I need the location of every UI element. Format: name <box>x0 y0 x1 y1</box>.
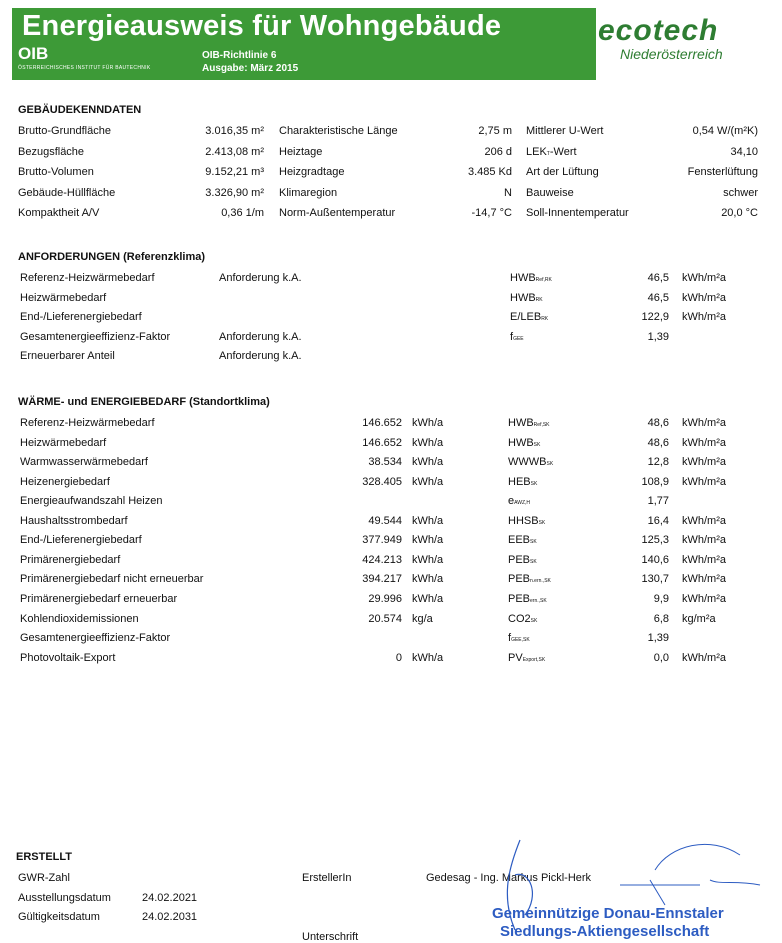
waerme-abs-value: 38.534 <box>368 456 402 469</box>
anforderung-unit: kWh/m²a <box>682 272 726 284</box>
gebaeude-value: 2.413,08 m² <box>205 145 264 158</box>
anforderung-symbol-base: f <box>510 330 514 343</box>
gebaeude-label: Brutto-Grundfläche <box>18 125 111 137</box>
stamp-line1: Gemeinnützige Donau-Ennstaler <box>492 905 724 922</box>
waerme-abs-value: 377.949 <box>362 534 402 547</box>
anforderung-req: Anforderung k.A. <box>219 272 302 284</box>
waerme-label: Energieaufwandszahl Heizen <box>20 495 163 508</box>
waerme-symbol-base: PEB <box>508 592 531 605</box>
gebaeude-value: 20,0 °C <box>721 207 758 219</box>
waerme-abs-value: 424.213 <box>362 553 402 566</box>
waerme-symbol-sub: SK <box>533 441 541 448</box>
gebaeude-label: Brutto-Volumen <box>18 166 94 178</box>
oib-subtitle: ÖSTERREICHISCHES INSTITUT FÜR BAUTECHNIK <box>18 65 151 71</box>
anforderung-label: Erneuerbarer Anteil <box>20 350 115 363</box>
waerme-symbol <box>508 476 537 488</box>
waerme-value: 12,8 <box>647 456 669 469</box>
anforderung-value: 46,5 <box>647 272 669 284</box>
waerme-abs-unit: kWh/a <box>412 417 444 429</box>
gebaeude-label: Heizgradtage <box>279 166 345 178</box>
anforderung-value: 46,5 <box>647 291 669 304</box>
gebaeude-label-part: T <box>546 150 550 157</box>
gebaeude-value: Fensterlüftung <box>687 166 758 178</box>
waerme-abs-unit: kWh/a <box>412 456 444 469</box>
waerme-value: 125,3 <box>641 534 669 547</box>
waerme-abs-value: 0 <box>395 651 402 664</box>
waerme-value: 16,4 <box>647 514 669 527</box>
waerme-label: Primärenergiebedarf erneuerbar <box>20 592 178 605</box>
gebaeude-label-part: -Wert <box>549 145 577 158</box>
waerme-unit: kg/m²a <box>682 612 716 625</box>
waerme-abs-value: 146.652 <box>362 436 402 449</box>
waerme-symbol-base: f <box>508 632 512 645</box>
oib-logo: OIB <box>18 44 49 63</box>
waerme-unit: kWh/m²a <box>682 573 726 586</box>
waerme-label: Primärenergiebedarf nicht erneuerbar <box>20 573 204 586</box>
waerme-symbol <box>508 456 553 468</box>
waerme-symbol-sub: SK <box>530 558 537 565</box>
waerme-value: 108,9 <box>641 475 669 488</box>
waerme-abs-unit: kWh/a <box>412 573 444 586</box>
waerme-label: Warmwasserwärmebedarf <box>20 456 148 469</box>
gueltigkeitsdatum-value: 24.02.2031 <box>142 911 198 923</box>
waerme-value: 9,9 <box>653 592 669 605</box>
waerme-symbol-sub: GEE,SK <box>511 637 530 644</box>
waerme-value: 48,6 <box>647 436 669 449</box>
gebaeude-label <box>526 146 577 158</box>
waerme-symbol-base: CO2 <box>508 612 531 625</box>
anforderung-label: Heizwärmebedarf <box>20 291 107 304</box>
erstellerin-label: ErstellerIn <box>302 872 352 884</box>
waerme-label: Gesamtenergieeffizienz-Faktor <box>20 632 171 645</box>
unterschrift-label: Unterschrift <box>302 931 359 943</box>
waerme-unit: kWh/m²a <box>682 417 726 429</box>
anforderung-value: 122,9 <box>641 311 669 324</box>
gebaeude-label: Art der Lüftung <box>526 166 599 178</box>
anforderung-symbol-base: E/LEB <box>510 311 542 324</box>
gueltigkeitsdatum-label: Gültigkeitsdatum <box>18 911 100 923</box>
gebaeude-label: Charakteristische Länge <box>279 125 398 137</box>
waerme-symbol-base: PEB <box>508 573 531 586</box>
anforderung-label: Gesamtenergieeffizienz-Faktor <box>20 330 171 343</box>
anforderung-req: Anforderung k.A. <box>219 350 302 363</box>
anforderung-symbol <box>510 272 552 284</box>
ausstellungsdatum-label: Ausstellungsdatum <box>18 892 111 904</box>
waerme-symbol <box>508 515 545 527</box>
gebaeude-label: Klimaregion <box>279 186 338 199</box>
waerme-abs-unit: kWh/a <box>412 475 444 488</box>
gebaeude-label: Norm-Außentemperatur <box>279 207 396 219</box>
waerme-symbol-sub: SK <box>546 461 554 468</box>
waerme-value: 1,39 <box>647 632 669 645</box>
anforderung-symbol-base: HWB <box>510 272 536 284</box>
stamp-line2: Siedlungs-Aktiengesellschaft <box>500 923 710 940</box>
gebaeude-label: Heiztage <box>279 145 323 158</box>
waerme-symbol-sub: SK <box>538 519 546 526</box>
waerme-symbol-sub: AWZ,H <box>514 500 531 507</box>
waerme-symbol-base: HWB <box>508 417 534 429</box>
waerme-unit: kWh/m²a <box>682 553 726 566</box>
oib-richtlinie: OIB-Richtlinie 6 <box>202 50 277 61</box>
waerme-symbol-sub: SK <box>530 480 538 487</box>
gebaeude-label: Mittlerer U-Wert <box>526 125 604 137</box>
anforderung-symbol-sub: Ref,RK <box>535 277 552 283</box>
waerme-abs-value: 49.544 <box>368 514 402 527</box>
waerme-unit: kWh/m²a <box>682 436 726 449</box>
waerme-value: 48,6 <box>647 417 669 429</box>
waerme-abs-value: 394.217 <box>362 573 402 586</box>
anforderung-symbol-sub: RK <box>541 316 549 323</box>
waerme-abs-unit: kWh/a <box>412 553 444 566</box>
waerme-symbol <box>508 652 545 664</box>
waerme-symbol-base: EEB <box>508 534 531 547</box>
waerme-unit: kWh/m²a <box>682 514 726 527</box>
waerme-abs-value: 20.574 <box>368 612 402 625</box>
waerme-symbol-sub: ern.,SK <box>530 597 547 604</box>
waerme-symbol-sub: SK <box>530 539 537 546</box>
waerme-symbol-sub: n.ern.,SK <box>530 578 551 585</box>
section-waerme: WÄRME- und ENERGIEBEDARF (Standortklima) <box>18 396 270 408</box>
waerme-label: Kohlendioxidemissionen <box>20 612 139 625</box>
waerme-label: End-/Lieferenergiebedarf <box>20 534 142 547</box>
page-title: Energieausweis für Wohngebäude <box>22 10 502 42</box>
waerme-abs-unit: kWh/a <box>412 592 444 605</box>
waerme-unit: kWh/m²a <box>682 592 726 605</box>
waerme-value: 6,8 <box>653 612 669 625</box>
ecotech-logo: ecotech <box>598 14 719 47</box>
waerme-value: 1,77 <box>647 495 669 508</box>
waerme-unit: kWh/m²a <box>682 456 726 469</box>
anforderung-symbol-base: HWB <box>510 291 536 304</box>
anforderung-symbol <box>510 292 543 304</box>
gebaeude-value: 34,10 <box>730 145 758 158</box>
gebaeude-value: 9.152,21 m³ <box>205 166 264 178</box>
ausstellungsdatum-value: 24.02.2021 <box>142 892 198 904</box>
waerme-symbol-base: HHSB <box>508 514 539 527</box>
waerme-abs-unit: kWh/a <box>412 436 444 449</box>
waerme-symbol <box>508 554 537 566</box>
anforderung-symbol-sub: RK <box>535 296 543 303</box>
section-gebaeudekenndaten: GEBÄUDEKENNDATEN <box>18 104 142 116</box>
waerme-symbol-base: WWWB <box>508 456 547 469</box>
waerme-label: Heizwärmebedarf <box>20 436 107 449</box>
waerme-value: 130,7 <box>641 573 669 586</box>
waerme-abs-unit: kWh/a <box>412 534 444 547</box>
section-erstellt: ERSTELLT <box>16 851 73 863</box>
waerme-abs-unit: kg/a <box>412 612 433 625</box>
gebaeude-value: 206 d <box>484 145 512 158</box>
waerme-symbol <box>508 534 537 546</box>
waerme-abs-value: 146.652 <box>362 417 402 429</box>
waerme-unit: kWh/m²a <box>682 651 726 664</box>
anforderung-symbol <box>510 331 524 343</box>
anforderung-label: Referenz-Heizwärmebedarf <box>20 272 155 284</box>
anforderung-symbol-sub: GEE <box>513 335 524 342</box>
gebaeude-value: schwer <box>723 186 758 199</box>
waerme-symbol <box>508 495 530 507</box>
gebaeude-label: Bauweise <box>526 186 574 199</box>
gebaeude-label: Gebäude-Hüllfläche <box>18 186 116 199</box>
waerme-label: Photovoltaik-Export <box>20 651 116 664</box>
waerme-symbol-base: HEB <box>508 475 531 488</box>
anforderung-symbol <box>510 311 548 323</box>
waerme-symbol-base: PEB <box>508 553 531 566</box>
anforderung-unit: kWh/m²a <box>682 311 726 324</box>
waerme-value: 0,0 <box>653 651 669 664</box>
waerme-symbol <box>508 573 551 585</box>
gebaeude-label: Soll-Innentemperatur <box>526 207 629 219</box>
waerme-symbol <box>508 632 530 644</box>
ausgabe: Ausgabe: März 2015 <box>202 63 299 74</box>
header <box>0 0 782 82</box>
gebaeude-value: 3.326,90 m² <box>205 186 264 199</box>
waerme-symbol-sub: Export,SK <box>522 656 546 663</box>
waerme-symbol <box>508 437 540 449</box>
section-anforderungen: ANFORDERUNGEN (Referenzklima) <box>18 251 206 263</box>
gebaeude-value: 3.485 Kd <box>467 166 512 178</box>
waerme-unit: kWh/m²a <box>682 534 726 547</box>
gebaeude-value: 0,36 1/m <box>221 207 264 219</box>
anforderung-unit: kWh/m²a <box>682 291 726 304</box>
gebaeude-value: -14,7 °C <box>471 207 512 219</box>
waerme-label: Referenz-Heizwärmebedarf <box>20 417 155 429</box>
waerme-symbol-base: e <box>508 495 515 508</box>
waerme-label: Haushaltsstrombedarf <box>20 514 128 527</box>
gebaeude-value: 2,75 m <box>478 125 512 137</box>
ecotech-logo-sub: Niederösterreich <box>620 46 723 62</box>
waerme-abs-unit: kWh/a <box>412 514 444 527</box>
waerme-abs-value: 328.405 <box>362 475 402 488</box>
anforderung-value: 1,39 <box>647 330 669 343</box>
gebaeude-label-part: LEK <box>526 145 547 158</box>
erstellerin-value: Gedesag - Ing. Markus Pickl-Herk <box>426 872 592 884</box>
waerme-label: Heizenergiebedarf <box>20 475 110 488</box>
waerme-symbol-base: PV <box>508 651 523 664</box>
anforderung-label: End-/Lieferenergiebedarf <box>20 311 142 324</box>
waerme-abs-unit: kWh/a <box>412 651 444 664</box>
gebaeude-value: 3.016,35 m² <box>205 125 264 137</box>
waerme-unit: kWh/m²a <box>682 475 726 488</box>
gebaeude-value: 0,54 W/(m²K) <box>692 125 758 137</box>
waerme-symbol <box>508 613 537 625</box>
waerme-value: 140,6 <box>641 553 669 566</box>
gebaeude-label: Kompaktheit A/V <box>18 207 100 219</box>
anforderung-req: Anforderung k.A. <box>219 330 302 343</box>
waerme-symbol <box>508 593 547 605</box>
gebaeude-value: N <box>504 186 512 199</box>
waerme-symbol-base: HWB <box>508 436 534 449</box>
gebaeude-label: Bezugsfläche <box>18 145 85 158</box>
waerme-symbol <box>508 417 550 429</box>
waerme-abs-value: 29.996 <box>368 592 402 605</box>
gwr-label: GWR-Zahl <box>18 872 70 884</box>
waerme-symbol-sub: SK <box>530 617 538 624</box>
waerme-symbol-sub: Ref,SK <box>533 422 550 428</box>
waerme-label: Primärenergiebedarf <box>20 553 121 566</box>
